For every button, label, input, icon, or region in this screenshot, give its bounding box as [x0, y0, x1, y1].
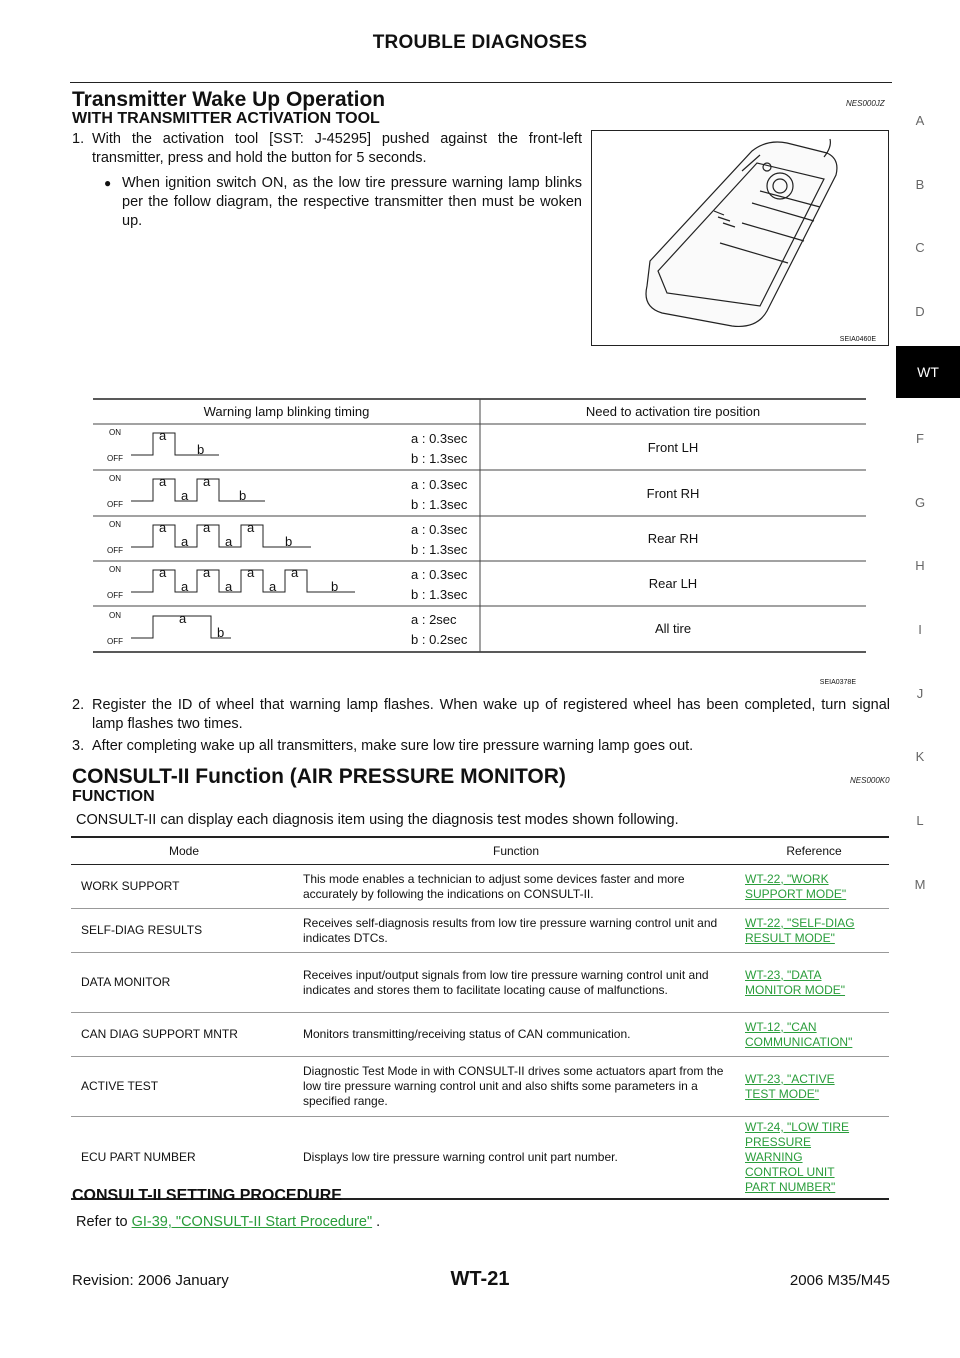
pulse-label-a: a [269, 579, 277, 594]
timing-durations-row-1: a : 0.3sec b : 1.3sec [411, 431, 468, 466]
mode-cell: ACTIVE TEST [71, 1057, 293, 1117]
footer-page-number: WT-21 [450, 1268, 510, 1290]
figure-code: SEIA0378E [819, 679, 856, 686]
pulse-label-a: a [247, 565, 255, 580]
index-tab-g[interactable]: G [914, 495, 926, 510]
mode-cell: SELF-DIAG RESULTS [71, 909, 293, 953]
blinking-timing-table [93, 398, 866, 686]
pulse-label-a: a [225, 534, 233, 549]
table-row [71, 909, 889, 953]
function-cell: Receives input/output signals from low tire pressure warning control unit and indicates and stores them to facilitate locating cause of malfunctions. [293, 953, 735, 1013]
timing-durations-row-3: a : 0.3sec b : 1.3sec [411, 522, 468, 557]
pulse-label-b: b [239, 488, 247, 503]
bullet-icon: ● [104, 176, 112, 190]
mode-cell: WORK SUPPORT [71, 865, 293, 909]
pulse-label-a: a [181, 579, 189, 594]
reference-link[interactable]: WT-23, "DATA MONITOR MODE" [745, 967, 846, 997]
reference-link[interactable]: WT-22, "WORK SUPPORT MODE" [745, 871, 847, 901]
step-text: Register the ID of wheel that warning lamp flashes. When wake up of registered wheel has been completed, turn signal lamp flashes two times. [92, 697, 890, 732]
on-label: ON [109, 611, 121, 620]
index-tab-k[interactable]: K [915, 749, 925, 764]
tire-position-cell: Front RH [646, 486, 700, 501]
step-number: 3. [72, 738, 85, 754]
function-cell: Receives self-diagnosis results from low tire pressure warning control unit and indicates DTCs. [293, 909, 735, 953]
subtitle-activation-tool: WITH TRANSMITTER ACTIVATION TOOL [72, 110, 380, 127]
step-number: 2. [72, 697, 85, 713]
timing-durations-row-4: a : 0.3sec b : 1.3sec [411, 567, 468, 602]
index-tab-l[interactable]: L [916, 813, 924, 828]
refer-suffix: . [372, 1214, 381, 1230]
pulse-label-b: b [217, 625, 225, 640]
mode-cell: ECU PART NUMBER [71, 1117, 293, 1200]
section-title-consult-function: CONSULT-II Function (AIR PRESSURE MONITOR) [72, 765, 566, 788]
footer-revision: Revision: 2006 January [72, 1272, 229, 1289]
col-header-function: Function [293, 837, 735, 865]
gi-39-link[interactable]: GI-39, "CONSULT-II Start Procedure" [131, 1214, 373, 1230]
on-label: ON [109, 474, 121, 483]
col-header-mode: Mode [71, 837, 293, 865]
table-header-row [71, 837, 889, 865]
pulse-label-a: a [247, 520, 255, 535]
mode-cell: CAN DIAG SUPPORT MNTR [71, 1013, 293, 1057]
index-tab-f[interactable]: F [916, 431, 924, 446]
col-header-position: Need to activation tire position [585, 404, 761, 419]
footer-model: 2006 M35/M45 [789, 1272, 890, 1289]
mode-cell: DATA MONITOR [71, 953, 293, 1013]
off-label: OFF [107, 591, 123, 600]
pulse-label-a: a [179, 611, 187, 626]
section-code: NES000K0 [850, 776, 890, 785]
step-3 [72, 737, 890, 756]
function-cell: This mode enables a technician to adjust some devices faster and more accurately by following the indications on CONSULT-II. [293, 865, 735, 909]
pulse-label-a: a [159, 474, 167, 489]
index-tab-j[interactable]: J [916, 686, 924, 701]
refer-prefix: Refer to [76, 1214, 132, 1230]
index-tab-d[interactable]: D [915, 304, 925, 319]
index-tab-b[interactable]: B [915, 177, 925, 192]
activation-tool-figure [591, 130, 889, 346]
pulse-label-a: a [181, 488, 189, 503]
pulse-label-a: a [291, 565, 299, 580]
pulse-label-b: b [197, 442, 205, 457]
reference-link[interactable]: WT-22, "SELF-DIAG RESULT MODE" [745, 915, 855, 945]
on-label: ON [109, 428, 121, 437]
index-tab-m[interactable]: M [914, 877, 926, 892]
step-number: 1. [72, 131, 85, 147]
function-intro: CONSULT-II can display each diagnosis item using the diagnosis test modes shown following. [76, 812, 679, 828]
refer-line [76, 1213, 380, 1232]
index-tab-a[interactable]: A [915, 113, 925, 128]
step-1 [72, 130, 582, 168]
pulse-label-b: b [285, 534, 293, 549]
activation-tool-illustration [592, 131, 888, 345]
table-row [71, 865, 889, 909]
pulse-label-a: a [159, 428, 167, 443]
timing-durations-row-5: a : 2sec b : 0.2sec [411, 612, 468, 647]
section-code: NES000JZ [846, 99, 885, 108]
reference-link[interactable]: WT-23, "ACTIVE TEST MODE" [745, 1071, 835, 1101]
table-row [71, 1057, 889, 1117]
table-row [71, 953, 889, 1013]
on-label: ON [109, 520, 121, 529]
index-tab-c[interactable]: C [915, 240, 925, 255]
col-header-reference: Reference [735, 837, 889, 865]
header-rule [70, 82, 892, 83]
bullet-text: When ignition switch ON, as the low tire pressure warning lamp blinks per the follow diagram, the respective transmitter then must be woken up. [122, 175, 582, 229]
step-text: After completing wake up all transmitters, make sure low tire pressure warning lamp goes out. [92, 738, 694, 754]
pulse-label-a: a [181, 534, 189, 549]
off-label: OFF [107, 546, 123, 555]
tire-position-cell: All tire [654, 621, 692, 636]
page-header-title: TROUBLE DIAGNOSES [372, 32, 588, 53]
timing-durations-row-2: a : 0.3sec b : 1.3sec [411, 477, 468, 512]
section-title-transmitter-wake-up: Transmitter Wake Up Operation [72, 88, 386, 111]
pulse-label-a: a [159, 565, 167, 580]
pulse-label-a: a [203, 565, 211, 580]
reference-link[interactable]: WT-24, "LOW TIRE PRESSURE WARNING CONTROL UNIT PART NUMBER" [745, 1120, 850, 1194]
consult-function-table [71, 836, 889, 1200]
index-tab-wt-active[interactable]: WT [896, 346, 960, 398]
function-cell: Diagnostic Test Mode in with CONSULT-II drives some actuators apart from the low tire pressure warning control unit and also shifts some parameters in a specified range. [293, 1057, 735, 1117]
on-label: ON [109, 565, 121, 574]
step-text: With the activation tool [SST: J-45295] pushed against the front-left transmitter, press and hold the button for 5 seconds. [92, 131, 582, 166]
table-row [71, 1013, 889, 1057]
pulse-label-a: a [159, 520, 167, 535]
function-cell: Monitors transmitting/receiving status of CAN communication. [293, 1013, 735, 1057]
off-label: OFF [107, 500, 123, 509]
tire-position-cell: Rear RH [647, 531, 699, 546]
pulse-label-b: b [331, 579, 339, 594]
tire-position-cell: Front LH [647, 440, 699, 455]
index-tab-h[interactable]: H [915, 558, 925, 573]
pulse-label-a: a [203, 474, 211, 489]
col-header-timing: Warning lamp blinking timing [203, 404, 370, 419]
bullet-item [92, 174, 582, 231]
subtitle-setting-procedure: CONSULT-II SETTING PROCEDURE [72, 1187, 342, 1204]
function-cell: Displays low tire pressure warning control unit part number. [293, 1117, 735, 1200]
figure-code: SEIA0460E [839, 336, 876, 343]
reference-link[interactable]: WT-12, "CAN COMMUNICATION" [745, 1019, 853, 1049]
tire-position-cell: Rear LH [648, 576, 698, 591]
off-label: OFF [107, 637, 123, 646]
pulse-label-a: a [225, 579, 233, 594]
off-label: OFF [107, 454, 123, 463]
subtitle-function: FUNCTION [72, 788, 155, 805]
step-2 [72, 696, 890, 734]
pulse-label-a: a [203, 520, 211, 535]
index-tab-i[interactable]: I [918, 622, 922, 637]
